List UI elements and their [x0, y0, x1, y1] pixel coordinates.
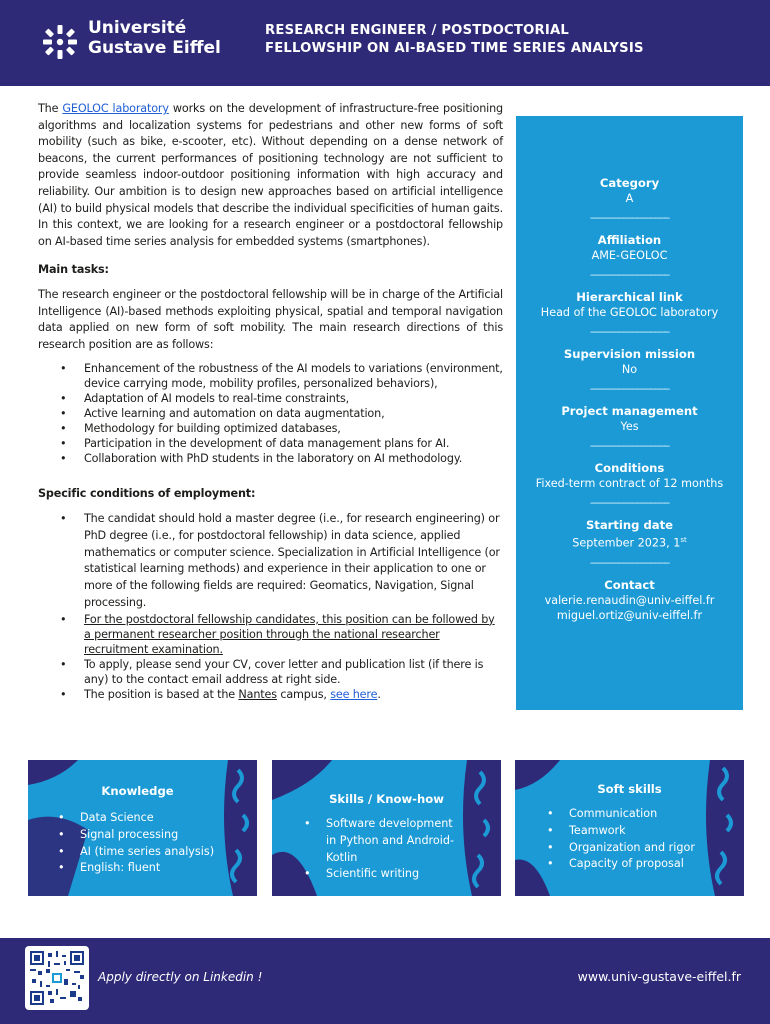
- separator: _________________: [590, 550, 669, 564]
- supervision-label: Supervision mission: [563, 347, 696, 361]
- geoloc-link[interactable]: GEOLOC laboratory: [62, 102, 169, 115]
- university-name-line2: Gustave Eiffel: [88, 38, 221, 58]
- website-link[interactable]: www.univ-gustave-eiffel.fr: [577, 969, 741, 984]
- university-logo-icon: [40, 22, 80, 62]
- project-label: Project management: [561, 404, 698, 418]
- contact-label: Contact: [604, 577, 655, 592]
- job-info-sidebar: [516, 116, 743, 710]
- list-item: • Software development in Python and Android-Kotlin: [304, 816, 461, 866]
- contact-email-2[interactable]: miguel.ortiz@univ-eiffel.fr: [556, 608, 703, 622]
- main-tasks-title: Main tasks:: [38, 263, 109, 277]
- start-date: September 2023, 1: [572, 536, 681, 550]
- separator: _________________: [590, 206, 669, 219]
- list-item: • Organization and rigor: [547, 840, 744, 857]
- apply-linkedin-text[interactable]: Apply directly on Linkedin !: [98, 970, 263, 984]
- main-tasks-list: [60, 361, 503, 466]
- list-item: • AI (time series analysis): [58, 844, 257, 861]
- intro-paragraph: [38, 101, 503, 250]
- list-item: • Active learning and automation on data augmentation,: [60, 406, 503, 421]
- start-label: Starting date: [585, 518, 674, 532]
- separator: _________________: [590, 434, 669, 447]
- project-block: [516, 404, 743, 448]
- list-item: • For the postdoctoral fellowship candidates, this position can be followed by a permanent researcher position through the national researcher recruitment examination.: [60, 612, 503, 657]
- page-footer: [0, 938, 770, 1024]
- affiliation-block: [516, 233, 743, 277]
- list-item: • To apply, please send your CV, cover letter and publication list (if there is any) to the contact email address at right side.: [60, 657, 503, 687]
- conditions-title: Specific conditions of employment:: [38, 487, 256, 501]
- qr-code[interactable]: [25, 946, 89, 1010]
- intro-prefix: The: [38, 102, 63, 115]
- separator: _________________: [590, 263, 669, 276]
- list-item: • The candidat should hold a master degree (i.e., for research engineering) or PhD degree (i.e., for postdoctoral fellowship) in data science, applied mathematics or computer science. Specialization in Artificial Intelligence (or statistical learning methods) and experience in their application to one or more of the following fields are required: Geomatics, Navigation, Signal processing.: [60, 511, 503, 612]
- skills-list: [304, 816, 461, 883]
- list-item: [60, 687, 503, 702]
- page-title-line2: FELLOWSHIP ON AI-BASED TIME SERIES ANALYSIS: [265, 41, 644, 56]
- separator: _________________: [590, 320, 669, 333]
- location-prefix: The position is based at the: [84, 687, 239, 701]
- supervision-value: No: [621, 363, 638, 376]
- affiliation-label: Affiliation: [597, 233, 662, 247]
- page-header: [0, 0, 770, 86]
- category-block: [516, 176, 743, 220]
- start-date-suffix: st: [680, 536, 687, 544]
- page-title-line1: RESEARCH ENGINEER / POSTDOCTORIAL: [265, 23, 570, 38]
- list-item: • Participation in the development of data management plans for AI.: [60, 436, 503, 451]
- conditions-block: [516, 461, 743, 505]
- university-logo[interactable]: [40, 16, 230, 64]
- conditions-list: [60, 511, 503, 702]
- university-name: [88, 18, 221, 58]
- contact-email-1[interactable]: valerie.renaudin@univ-eiffel.fr: [544, 593, 715, 607]
- soft-skills-title: Soft skills: [597, 782, 662, 796]
- main-tasks-text: The research engineer or the postdoctoral fellowship will be in charge of the Artificial Intelligence (AI)-based methods exploiting physical, spatial and temporal navigation data applied on new form of soft mobility. The main research directions of this research position are as follows:: [38, 287, 503, 351]
- category-value: A: [625, 192, 634, 205]
- separator: _________________: [590, 377, 669, 390]
- list-item: • Communication: [547, 806, 744, 823]
- contact-block: [516, 578, 743, 623]
- hierarchical-block: [516, 290, 743, 334]
- hierarchical-value: Head of the GEOLOC laboratory: [540, 306, 719, 319]
- affiliation-value: AME-GEOLOC: [591, 249, 668, 262]
- start-value: [516, 533, 743, 551]
- conditions-value: Fixed-term contract of 12 months: [535, 477, 724, 490]
- knowledge-card: [28, 760, 257, 896]
- list-item: • English: fluent: [58, 860, 257, 877]
- project-value: Yes: [620, 420, 639, 433]
- intro-text: works on the development of infrastructure-free positioning algorithms and localization systems for pedestrians and other new forms of soft mobility (such as bike, e-scooter, etc). Without depending on a dense network of beacons, the current performances of positioning technology are not sufficient to provide seamless indoor-outdoor positioning information with high accuracy and reliability. Our ambition is to design new approaches based on artificial intelligence (AI) to build physical models that describe the individual specificities of human gaits. In this context, we are looking for a research engineer or a postdoctoral fellowship on AI-based time series analysis for embedded systems (smartphones).: [38, 102, 504, 248]
- conditions-label: Conditions: [594, 461, 665, 475]
- campus-name: Nantes: [238, 687, 277, 701]
- page-title: [265, 22, 644, 58]
- list-item: • Data Science: [58, 810, 257, 827]
- supervision-block: [516, 347, 743, 391]
- list-item: • Scientific writing: [304, 866, 461, 883]
- main-content: [38, 101, 503, 702]
- location-end: .: [377, 687, 381, 701]
- qr-code-icon: [30, 951, 84, 1005]
- list-item: • Signal processing: [58, 827, 257, 844]
- knowledge-list: [58, 810, 257, 877]
- list-item: • Collaboration with PhD students in the laboratory on AI methodology.: [60, 451, 503, 466]
- university-name-line1: Université: [88, 18, 187, 38]
- location-mid: campus,: [276, 687, 331, 701]
- skills-card: [272, 760, 501, 896]
- start-block: [516, 518, 743, 565]
- soft-skills-card: [515, 760, 744, 896]
- hierarchical-label: Hierarchical link: [576, 290, 683, 304]
- knowledge-title: Knowledge: [101, 784, 174, 798]
- list-item: • Enhancement of the robustness of the AI models to variations (environment, device carrying mode, mobility profiles, personalized behaviors),: [60, 361, 503, 391]
- list-item: • Methodology for building optimized databases,: [60, 421, 503, 436]
- list-item: • Capacity of proposal: [547, 856, 744, 873]
- list-item: • Teamwork: [547, 823, 744, 840]
- skills-title: Skills / Know-how: [329, 792, 444, 806]
- soft-skills-list: [547, 806, 744, 873]
- separator: _________________: [590, 491, 669, 504]
- see-here-link[interactable]: see here: [330, 687, 378, 701]
- list-item: • Adaptation of AI models to real-time constraints,: [60, 391, 503, 406]
- category-label: Category: [599, 176, 660, 190]
